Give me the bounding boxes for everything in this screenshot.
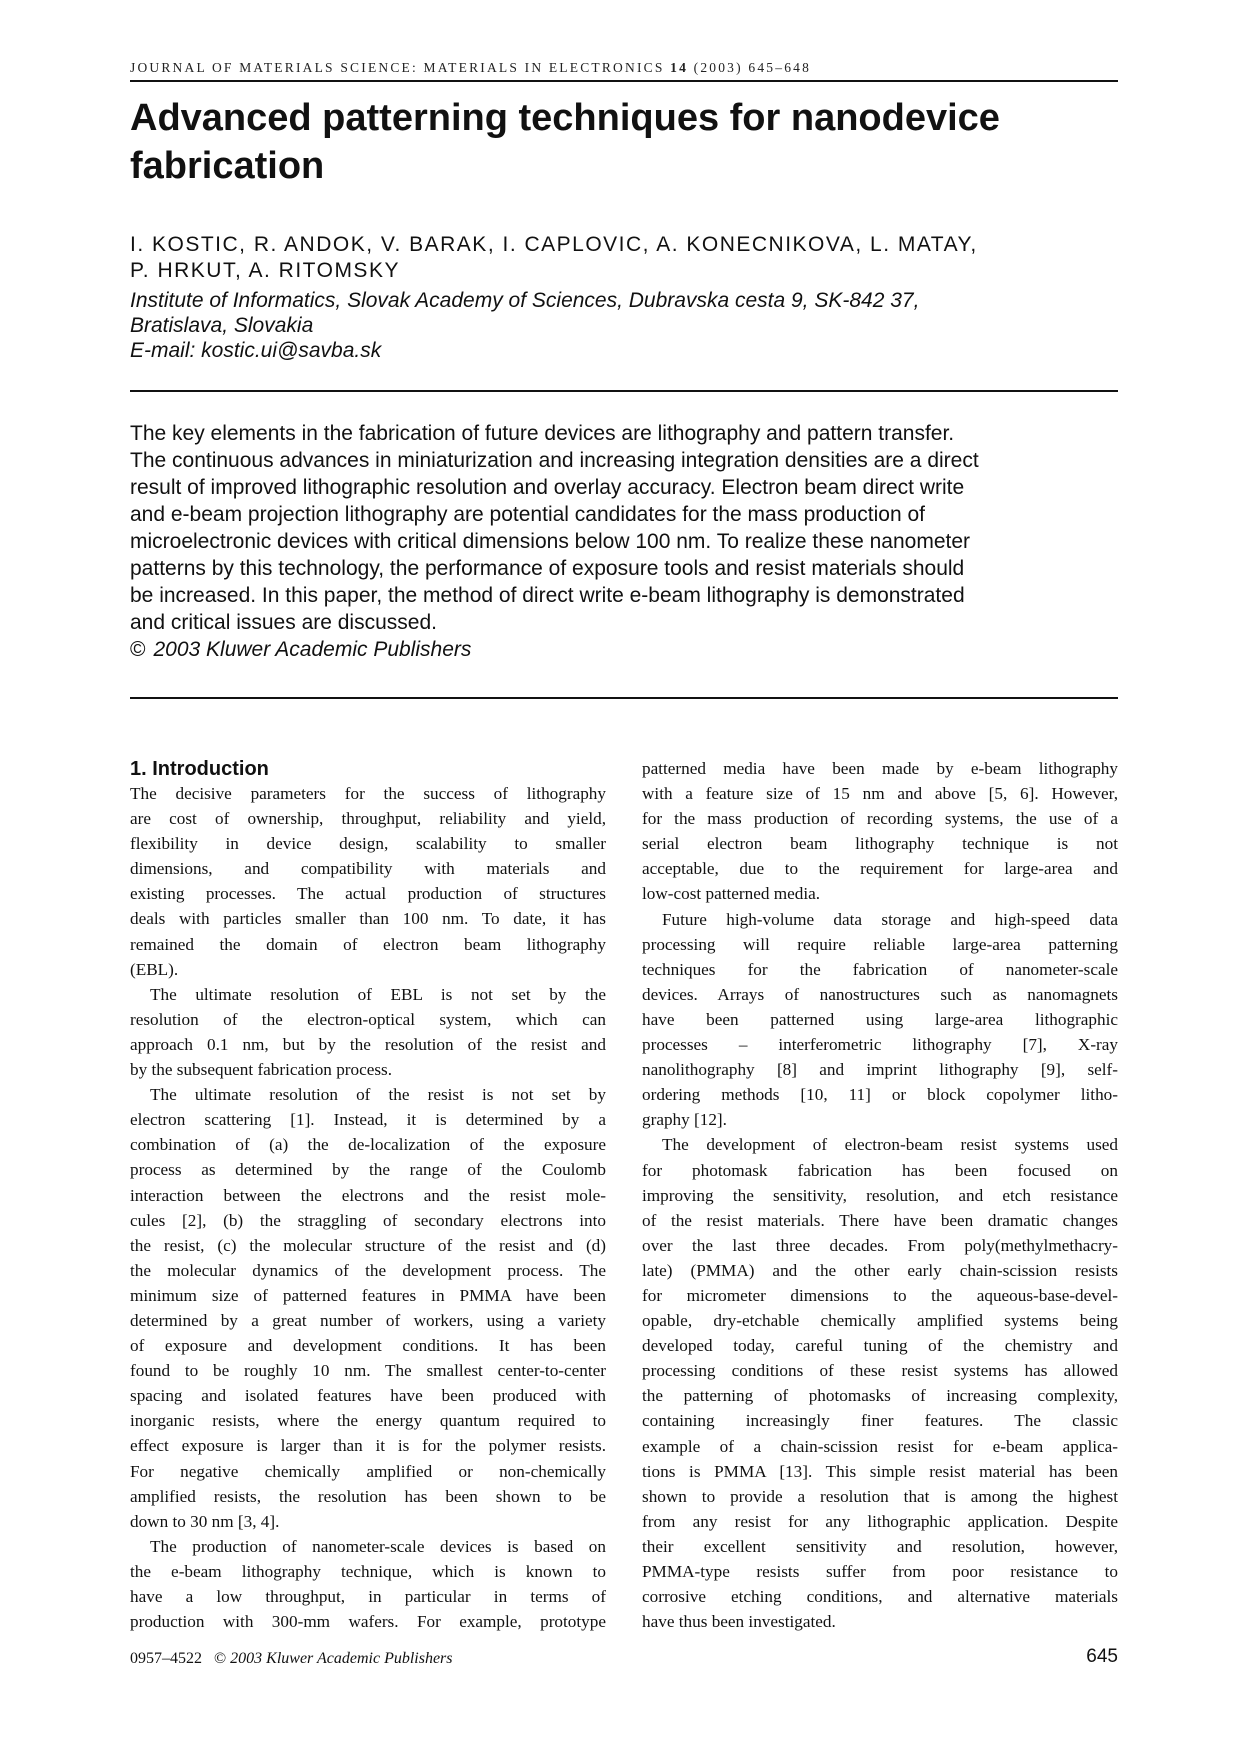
left-column-body <box>130 781 606 1634</box>
body-text-line: dimensions, and compatibility with materials and <box>130 859 606 879</box>
abstract <box>130 420 1120 663</box>
body-text-line: opable, dry-etchable chemically amplified systems being <box>642 1311 1118 1331</box>
author-list <box>130 232 1120 284</box>
body-text-line: minimum size of patterned features in PMMA have been <box>130 1285 606 1305</box>
body-text-line: techniques for the fabrication of nanometer-scale <box>642 959 1118 979</box>
body-text-line: spacing and isolated features have been produced with <box>130 1386 606 1406</box>
body-text-line: ordering methods [10, 11] or block copolymer litho- <box>642 1085 1118 1105</box>
journal-name: JOURNAL OF MATERIALS SCIENCE: MATERIALS IN ELECTRONICS <box>130 60 665 75</box>
body-text-line: process as determined by the range of the Coulomb <box>130 1160 606 1180</box>
body-text-line: tions is PMMA [13]. This simple resist material has been <box>642 1461 1118 1481</box>
body-text-line: cules [2], (b) the straggling of secondary electrons into <box>130 1210 606 1230</box>
footer-issn: 0957–4522 <box>130 1650 202 1667</box>
abstract-body <box>130 420 1120 636</box>
body-text-line: remained the domain of electron beam lithography <box>130 934 606 954</box>
body-text-line: for micrometer dimensions to the aqueous-base-devel- <box>642 1285 1118 1305</box>
body-text-line: graphy [12]. <box>642 1110 727 1130</box>
abstract-line: The key elements in the fabrication of future devices are lithography and pattern transfer. <box>130 422 955 445</box>
body-text-line: processing conditions of these resist systems has allowed <box>642 1361 1118 1381</box>
journal-year-pages: (2003) 645–648 <box>693 60 812 75</box>
body-text-line: are cost of ownership, throughput, reliability and yield, <box>130 809 606 829</box>
paper-title <box>130 94 1120 190</box>
abstract-bottom-rule <box>130 697 1118 699</box>
body-text-line: late) (PMMA) and the other early chain-scission resists <box>642 1260 1118 1280</box>
author-email: E-mail: kostic.ui@savba.sk <box>130 339 382 362</box>
copyright-symbol: © <box>130 638 146 661</box>
journal-volume: 14 <box>670 60 689 75</box>
running-head <box>130 60 1120 76</box>
body-text-line: processes – interferometric lithography [7], X-ray <box>642 1035 1118 1055</box>
body-text-line: have been patterned using large-area lithographic <box>642 1009 1118 1029</box>
body-text-line: combination of (a) the de-localization of the exposure <box>130 1135 606 1155</box>
body-text-line: developed today, careful tuning of the chemistry and <box>642 1336 1118 1356</box>
body-text-line: the resist, (c) the molecular structure of the resist and (d) <box>130 1235 606 1255</box>
body-text-line: The ultimate resolution of the resist is not set by <box>150 1085 606 1105</box>
body-text-line: electron scattering [1]. Instead, it is determined by a <box>130 1110 606 1130</box>
abstract-line: microelectronic devices with critical dimensions below 100 nm. To realize these nanometer <box>130 530 970 553</box>
footer-left <box>130 1650 453 1668</box>
body-text-line: the e-beam lithography technique, which is known to <box>130 1561 606 1581</box>
abstract-line: result of improved lithographic resolution and overlay accuracy. Electron beam direct write <box>130 476 965 499</box>
abstract-line: and e-beam projection lithography are potential candidates for the mass production of <box>130 503 925 526</box>
right-column-body <box>642 756 1118 1634</box>
body-text-line: shown to provide a resolution that is among the highest <box>642 1486 1118 1506</box>
body-text-line: down to 30 nm [3, 4]. <box>130 1511 280 1531</box>
title-line-1: Advanced patterning techniques for nanodevice <box>130 97 1000 139</box>
affiliation <box>130 288 1120 363</box>
body-text-line: of exposure and development conditions. It has been <box>130 1336 606 1356</box>
body-text-line: The ultimate resolution of EBL is not set by the <box>150 984 606 1004</box>
body-text-line: for photomask fabrication has been focused on <box>642 1160 1118 1180</box>
body-text-line: with a feature size of 15 nm and above [5, 6]. However, <box>642 784 1118 804</box>
body-text-line: deals with particles smaller than 100 nm. To date, it has <box>130 909 606 929</box>
body-text-line: interaction between the electrons and the resist mole- <box>130 1185 606 1205</box>
abstract-copyright <box>130 636 1120 663</box>
body-text-line: patterned media have been made by e-beam lithography <box>642 759 1118 778</box>
body-text-line: nanolithography [8] and imprint lithography [9], self- <box>642 1060 1118 1080</box>
abstract-line: The continuous advances in miniaturization and increasing integration densities are a direct <box>130 449 979 472</box>
body-text-line: acceptable, due to the requirement for large-area and <box>642 859 1118 879</box>
body-text-line: example of a chain-scission resist for e-beam applica- <box>642 1436 1118 1456</box>
body-text-line: corrosive etching conditions, and alternative materials <box>642 1587 1118 1607</box>
body-text-line: the molecular dynamics of the development process. The <box>130 1260 606 1280</box>
affiliation-line-2: Bratislava, Slovakia <box>130 314 314 337</box>
body-text-line: effect exposure is larger than it is for the polymer resists. <box>130 1436 606 1456</box>
body-text-line: approach 0.1 nm, but by the resolution of the resist and <box>130 1034 606 1054</box>
body-text-line: found to be roughly 10 nm. The smallest center-to-center <box>130 1361 606 1381</box>
authors-line-1: I. KOSTIC, R. ANDOK, V. BARAK, I. CAPLOVIC, A. KONECNIKOVA, L. MATAY, <box>130 233 978 256</box>
body-text-line: (EBL). <box>130 959 179 979</box>
body-text-line: containing increasingly finer features. The classic <box>642 1411 1118 1431</box>
body-text-line: low-cost patterned media. <box>642 884 821 904</box>
header-rule <box>130 80 1118 82</box>
left-column <box>130 756 606 1634</box>
footer-publisher: 2003 Kluwer Academic Publishers <box>230 1650 453 1667</box>
authors-line-2: P. HRKUT, A. RITOMSKY <box>130 259 400 282</box>
footer-copyright-symbol: © <box>214 1650 227 1667</box>
body-text-line: The development of electron-beam resist systems used <box>662 1135 1118 1155</box>
body-text-line: improving the sensitivity, resolution, and etch resistance <box>642 1185 1118 1205</box>
right-column <box>642 756 1118 1634</box>
abstract-top-rule <box>130 390 1118 392</box>
body-text-line: for the mass production of recording systems, the use of a <box>642 809 1118 829</box>
body-text-line: by the subsequent fabrication process. <box>130 1060 393 1080</box>
body-text-line: flexibility in device design, scalability to smaller <box>130 834 606 854</box>
body-text-line: the patterning of photomasks of increasing complexity, <box>642 1386 1118 1406</box>
body-text-line: determined by a great number of workers, using a variety <box>130 1310 606 1330</box>
body-text-line: amplified resists, the resolution has been shown to be <box>130 1486 606 1506</box>
body-text-line: devices. Arrays of nanostructures such as nanomagnets <box>642 984 1118 1004</box>
affiliation-line-1: Institute of Informatics, Slovak Academy of Sciences, Dubravska cesta 9, SK-842 37, <box>130 289 920 312</box>
body-text-line: production with 300-mm wafers. For example, prototype <box>130 1612 606 1632</box>
body-text-line: PMMA-type resists suffer from poor resistance to <box>642 1562 1118 1581</box>
body-text-line: processing will require reliable large-area patterning <box>642 934 1118 954</box>
section-heading-introduction: 1. Introduction <box>130 758 269 780</box>
abstract-line: be increased. In this paper, the method of direct write e-beam lithography is demonstrated <box>130 584 965 607</box>
body-text-line: over the last three decades. From poly(methylmethacry- <box>642 1235 1118 1255</box>
abstract-copyright-text: 2003 Kluwer Academic Publishers <box>153 638 472 661</box>
body-text-line: existing processes. The actual production of structures <box>130 884 606 904</box>
body-text-line: The decisive parameters for the success of lithography <box>130 784 606 803</box>
body-text-line: resolution of the electron-optical system, which can <box>130 1009 606 1029</box>
body-text-line: For negative chemically amplified or non-chemically <box>130 1461 606 1481</box>
body-text-line: The production of nanometer-scale devices is based on <box>150 1536 606 1556</box>
body-text-line: serial electron beam lithography technique is not <box>642 834 1118 854</box>
abstract-line: patterns by this technology, the performance of exposure tools and resist materials should <box>130 557 965 580</box>
body-text-line: from any resist for any lithographic application. Despite <box>642 1511 1118 1531</box>
body-text-line: have a low throughput, in particular in terms of <box>130 1587 606 1606</box>
body-text-line: Future high-volume data storage and high-speed data <box>662 909 1118 929</box>
body-text-line: of the resist materials. There have been dramatic changes <box>642 1210 1118 1230</box>
title-line-2: fabrication <box>130 145 325 187</box>
body-text-line: inorganic resists, where the energy quantum required to <box>130 1411 606 1431</box>
abstract-line: and critical issues are discussed. <box>130 611 437 634</box>
page-number: 645 <box>1086 1646 1118 1667</box>
body-text-line: their excellent sensitivity and resolution, however, <box>642 1536 1118 1556</box>
body-text-line: have thus been investigated. <box>642 1612 836 1632</box>
